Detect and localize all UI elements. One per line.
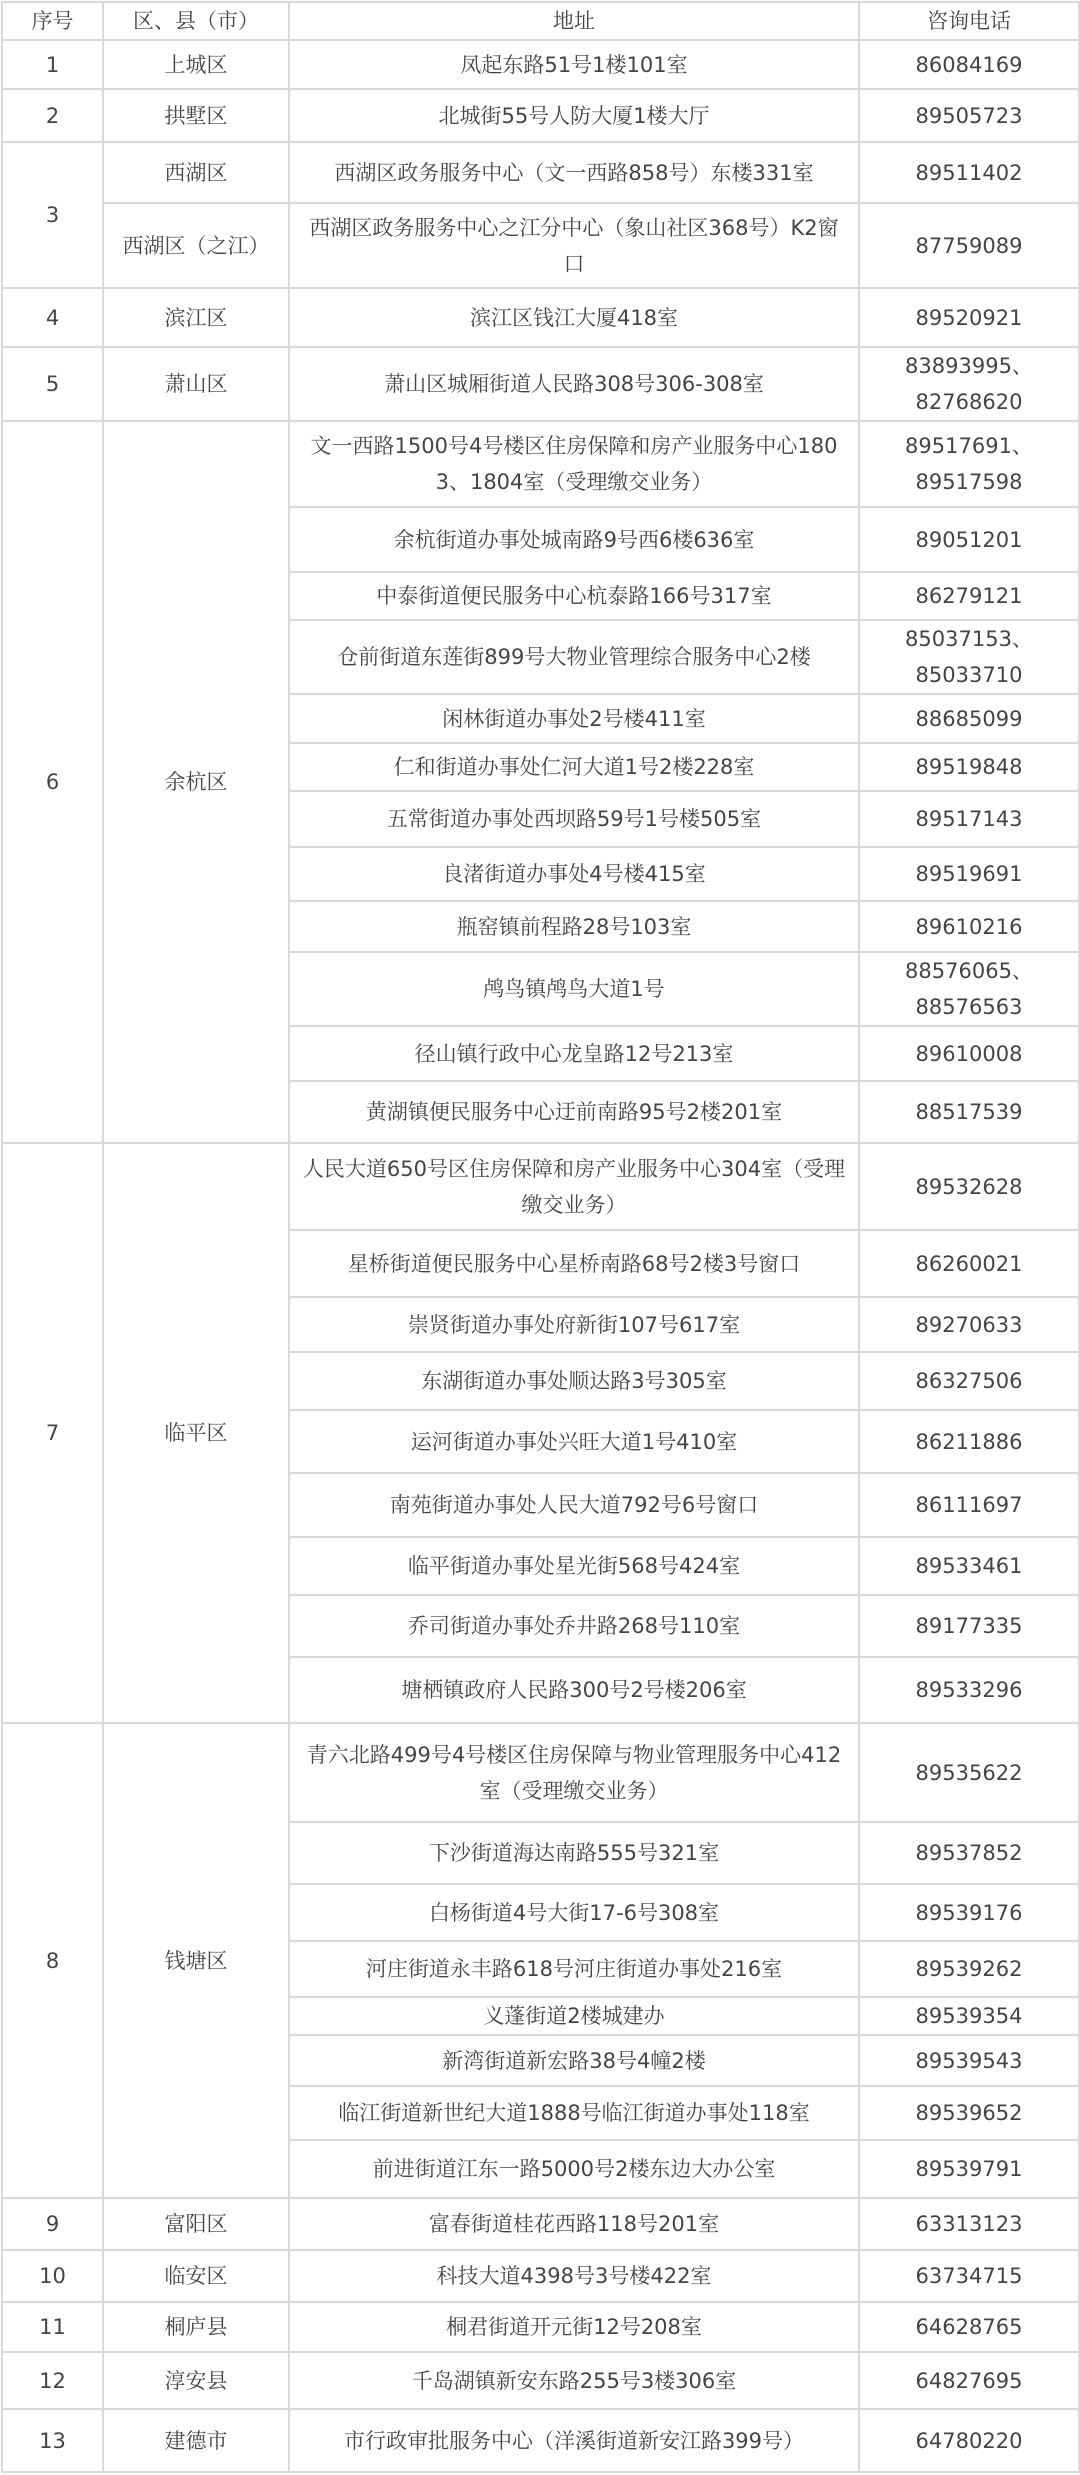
table-row (2, 347, 1079, 421)
cell-no: 8 (2, 1723, 103, 2198)
cell-phone: 87759089 (859, 203, 1079, 288)
cell-address: 文一西路1500号4号楼区住房保障和房产业服务中心1803、1804室（受理缴交业务） (289, 421, 859, 507)
cell-no: 10 (2, 2250, 103, 2302)
cell-phone: 89517691、89517598 (859, 421, 1079, 507)
cell-district: 西湖区 (103, 142, 289, 203)
cell-address: 中泰街道便民服务中心杭泰路166号317室 (289, 572, 859, 620)
table-row (2, 40, 1079, 89)
table-row (2, 2352, 1079, 2409)
cell-address: 运河街道办事处兴旺大道1号410室 (289, 1410, 859, 1473)
table-row (2, 203, 1079, 288)
cell-address: 径山镇行政中心龙皇路12号213室 (289, 1026, 859, 1081)
table-row (2, 2198, 1079, 2250)
cell-address: 崇贤街道办事处府新街107号617室 (289, 1297, 859, 1352)
cell-address: 瓶窑镇前程路28号103室 (289, 901, 859, 952)
cell-phone: 89511402 (859, 142, 1079, 203)
cell-address: 富春街道桂花西路118号201室 (289, 2198, 859, 2250)
cell-no: 9 (2, 2198, 103, 2250)
cell-address: 塘栖镇政府人民路300号2号楼206室 (289, 1657, 859, 1723)
cell-phone: 89610216 (859, 901, 1079, 952)
cell-district: 桐庐县 (103, 2302, 289, 2352)
header-address: 地址 (289, 2, 859, 40)
cell-phone: 86327506 (859, 1352, 1079, 1410)
cell-district: 萧山区 (103, 347, 289, 421)
cell-address: 黄湖镇便民服务中心迂前南路95号2楼201室 (289, 1081, 859, 1143)
cell-address: 星桥街道便民服务中心星桥南路68号2楼3号窗口 (289, 1230, 859, 1297)
cell-address: 仓前街道东莲街899号大物业管理综合服务中心2楼 (289, 620, 859, 694)
cell-no: 6 (2, 421, 103, 1143)
cell-phone: 83893995、82768620 (859, 347, 1079, 421)
cell-address: 下沙街道海达南路555号321室 (289, 1822, 859, 1884)
cell-address: 桐君街道开元街12号208室 (289, 2302, 859, 2352)
cell-address: 西湖区政务服务中心之江分中心（象山社区368号）K2窗口 (289, 203, 859, 288)
cell-district: 临平区 (103, 1143, 289, 1723)
cell-phone: 89610008 (859, 1026, 1079, 1081)
cell-address: 乔司街道办事处乔井路268号110室 (289, 1595, 859, 1657)
cell-phone: 88685099 (859, 694, 1079, 743)
cell-no: 7 (2, 1143, 103, 1723)
cell-district: 余杭区 (103, 421, 289, 1143)
cell-address: 临平街道办事处星光街568号424室 (289, 1537, 859, 1595)
cell-district: 西湖区（之江） (103, 203, 289, 288)
table-row (2, 1723, 1079, 1822)
cell-address: 白杨街道4号大街17-6号308室 (289, 1884, 859, 1941)
cell-address: 闲林街道办事处2号楼411室 (289, 694, 859, 743)
cell-no: 5 (2, 347, 103, 421)
cell-phone: 89270633 (859, 1297, 1079, 1352)
cell-no: 13 (2, 2409, 103, 2472)
header-phone: 咨询电话 (859, 2, 1079, 40)
table-row (2, 2302, 1079, 2352)
cell-phone: 89519691 (859, 847, 1079, 901)
cell-phone: 85037153、85033710 (859, 620, 1079, 694)
cell-phone: 63734715 (859, 2250, 1079, 2302)
cell-phone: 89505723 (859, 89, 1079, 142)
cell-address: 滨江区钱江大厦418室 (289, 288, 859, 347)
cell-district: 建德市 (103, 2409, 289, 2472)
table-row (2, 421, 1079, 507)
cell-address: 良渚街道办事处4号楼415室 (289, 847, 859, 901)
cell-no: 1 (2, 40, 103, 89)
cell-address: 科技大道4398号3号楼422室 (289, 2250, 859, 2302)
cell-address: 仁和街道办事处仁河大道1号2楼228室 (289, 743, 859, 791)
table-row (2, 89, 1079, 142)
cell-district: 富阳区 (103, 2198, 289, 2250)
cell-address: 余杭街道办事处城南路9号西6楼636室 (289, 507, 859, 572)
cell-address: 前进街道江东一路5000号2楼东边大办公室 (289, 2140, 859, 2198)
cell-phone: 86111697 (859, 1473, 1079, 1537)
cell-address: 市行政审批服务中心（洋溪街道新安江路399号） (289, 2409, 859, 2472)
cell-phone: 86279121 (859, 572, 1079, 620)
cell-phone: 89519848 (859, 743, 1079, 791)
table-row (2, 2250, 1079, 2302)
cell-district: 上城区 (103, 40, 289, 89)
cell-address: 义蓬街道2楼城建办 (289, 1997, 859, 2035)
table-row (2, 1143, 1079, 1230)
cell-district: 淳安县 (103, 2352, 289, 2409)
cell-phone: 89539262 (859, 1941, 1079, 1997)
cell-phone: 88576065、88576563 (859, 952, 1079, 1026)
cell-phone: 89535622 (859, 1723, 1079, 1822)
cell-phone: 89539652 (859, 2086, 1079, 2140)
cell-phone: 89537852 (859, 1822, 1079, 1884)
header-no: 序号 (2, 2, 103, 40)
cell-phone: 86260021 (859, 1230, 1079, 1297)
cell-phone: 88517539 (859, 1081, 1079, 1143)
cell-no: 4 (2, 288, 103, 347)
cell-no: 3 (2, 142, 103, 288)
cell-address: 萧山区城厢街道人民路308号306-308室 (289, 347, 859, 421)
cell-address: 凤起东路51号1楼101室 (289, 40, 859, 89)
cell-phone: 64628765 (859, 2302, 1079, 2352)
cell-district: 拱墅区 (103, 89, 289, 142)
cell-address: 西湖区政务服务中心（文一西路858号）东楼331室 (289, 142, 859, 203)
cell-phone: 86084169 (859, 40, 1079, 89)
cell-address: 鸬鸟镇鸬鸟大道1号 (289, 952, 859, 1026)
cell-district: 滨江区 (103, 288, 289, 347)
cell-phone: 89539354 (859, 1997, 1079, 2035)
cell-phone: 86211886 (859, 1410, 1079, 1473)
table-row (2, 142, 1079, 203)
cell-address: 五常街道办事处西坝路59号1号楼505室 (289, 791, 859, 847)
cell-phone: 89517143 (859, 791, 1079, 847)
cell-phone: 64827695 (859, 2352, 1079, 2409)
header-row (2, 2, 1079, 40)
cell-no: 11 (2, 2302, 103, 2352)
cell-phone: 64780220 (859, 2409, 1079, 2472)
table-row (2, 2409, 1079, 2472)
table-row (2, 288, 1079, 347)
cell-address: 河庄街道永丰路618号河庄街道办事处216室 (289, 1941, 859, 1997)
cell-phone: 89051201 (859, 507, 1079, 572)
cell-phone: 89539176 (859, 1884, 1079, 1941)
header-district: 区、县（市） (103, 2, 289, 40)
cell-phone: 89520921 (859, 288, 1079, 347)
cell-address: 临江街道新世纪大道1888号临江街道办事处118室 (289, 2086, 859, 2140)
cell-phone: 89539791 (859, 2140, 1079, 2198)
cell-no: 2 (2, 89, 103, 142)
cell-address: 人民大道650号区住房保障和房产业服务中心304室（受理缴交业务） (289, 1143, 859, 1230)
cell-address: 新湾街道新宏路38号4幢2楼 (289, 2035, 859, 2086)
cell-phone: 63313123 (859, 2198, 1079, 2250)
cell-address: 南苑街道办事处人民大道792号6号窗口 (289, 1473, 859, 1537)
cell-address: 千岛湖镇新安东路255号3楼306室 (289, 2352, 859, 2409)
consultation-table (1, 1, 1080, 2473)
cell-phone: 89533461 (859, 1537, 1079, 1595)
cell-phone: 89539543 (859, 2035, 1079, 2086)
cell-address: 青六北路499号4号楼区住房保障与物业管理服务中心412室（受理缴交业务） (289, 1723, 859, 1822)
cell-district: 钱塘区 (103, 1723, 289, 2198)
cell-address: 东湖街道办事处顺达路3号305室 (289, 1352, 859, 1410)
cell-phone: 89177335 (859, 1595, 1079, 1657)
cell-no: 12 (2, 2352, 103, 2409)
cell-phone: 89532628 (859, 1143, 1079, 1230)
cell-phone: 89533296 (859, 1657, 1079, 1723)
cell-district: 临安区 (103, 2250, 289, 2302)
cell-address: 北城街55号人防大厦1楼大厅 (289, 89, 859, 142)
